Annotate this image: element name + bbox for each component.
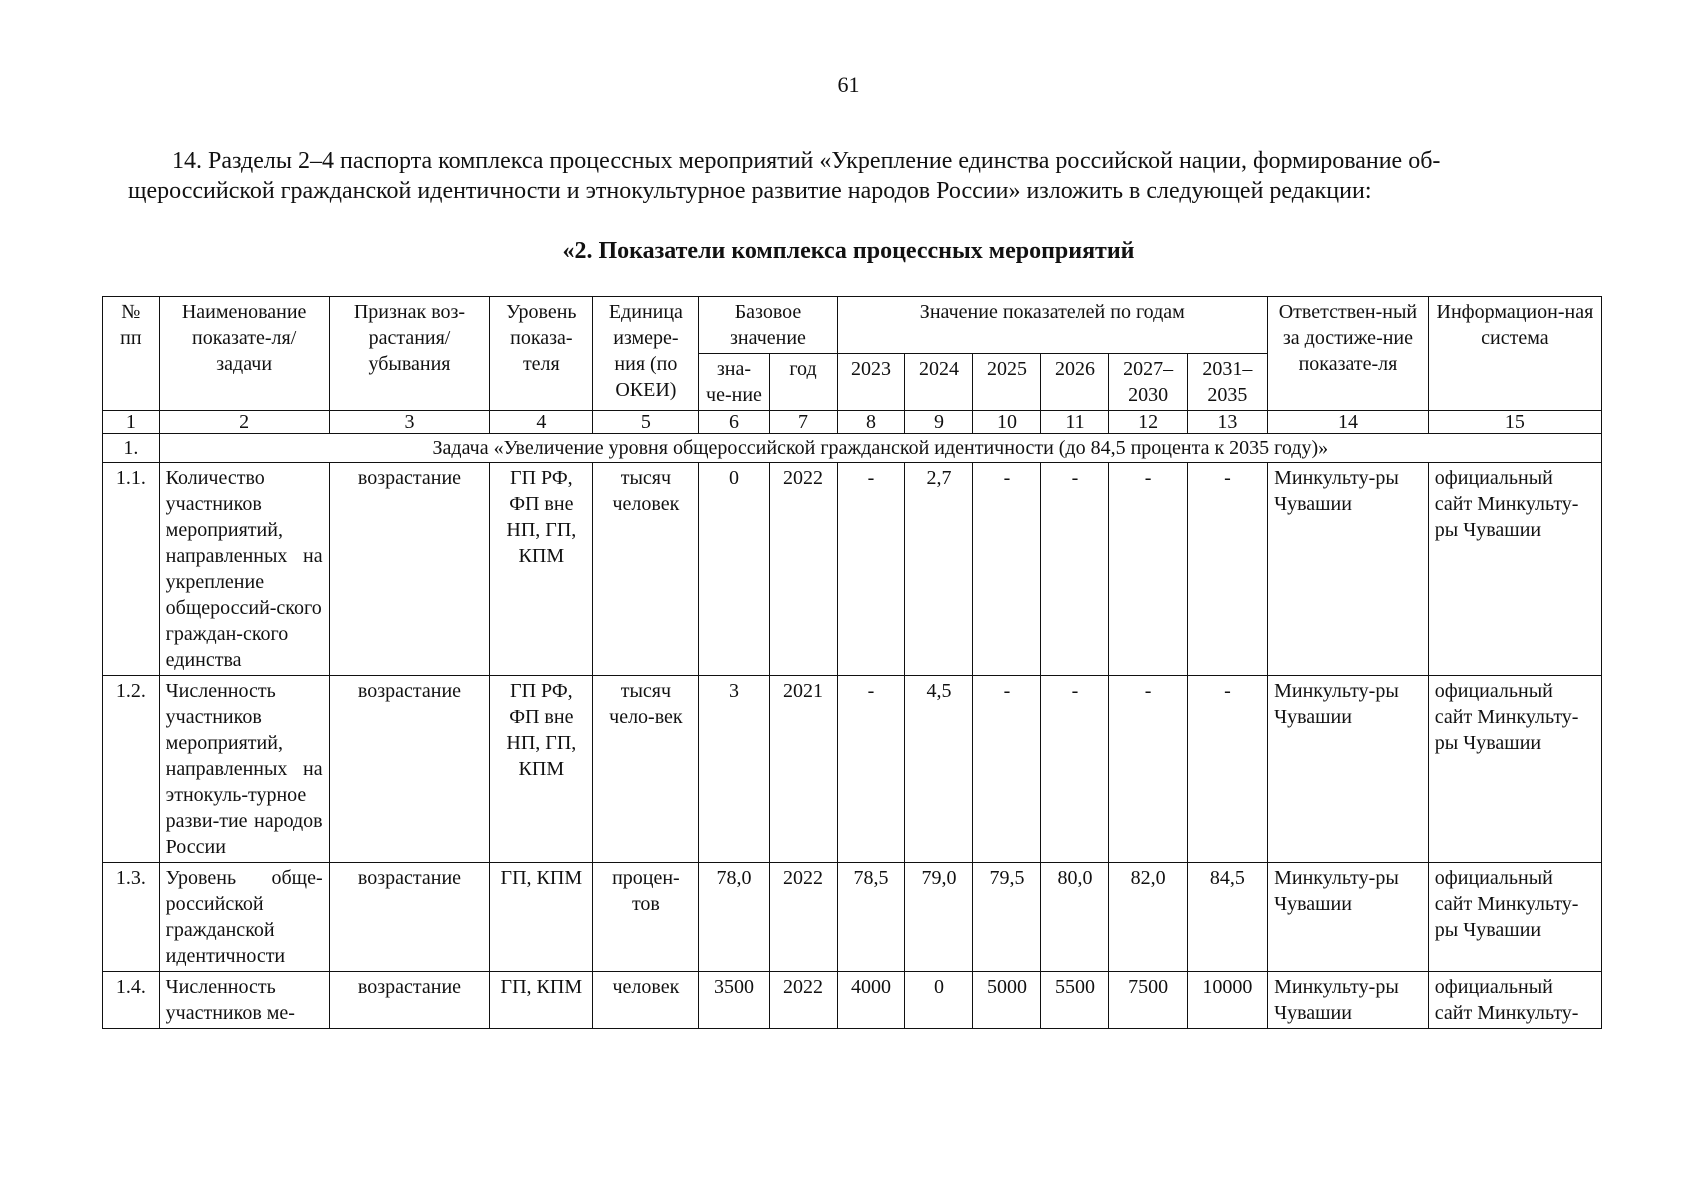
page-number: 61 — [837, 72, 860, 97]
row-base-year: 2022 — [769, 972, 837, 1029]
column-number: 11 — [1041, 411, 1109, 434]
row-base-year: 2022 — [769, 863, 837, 972]
row-num: 1.3. — [103, 863, 160, 972]
column-number: 14 — [1268, 411, 1429, 434]
table-row — [103, 463, 1602, 676]
row-level: ГП, КПМ — [490, 863, 593, 972]
row-value-2027-2030: - — [1109, 676, 1187, 863]
row-value-2024: 4,5 — [905, 676, 973, 863]
column-number: 3 — [329, 411, 490, 434]
header-name: Наименование показате-ля/задачи — [159, 297, 329, 411]
row-value-2023: - — [837, 676, 905, 863]
intro-line-1: 14. Разделы 2–4 паспорта комплекса процессных мероприятий «Укрепление единства российской нации, формирование об- — [172, 148, 1441, 174]
table-row — [103, 676, 1602, 863]
header-2023: 2023 — [837, 354, 905, 411]
header-years-group: Значение показателей по годам — [837, 297, 1268, 354]
row-value-2027-2030: 7500 — [1109, 972, 1187, 1029]
row-unit: человек — [593, 972, 699, 1029]
header-2024: 2024 — [905, 354, 973, 411]
header-info-system: Информацион-ная система — [1428, 297, 1601, 411]
header-2026: 2026 — [1041, 354, 1109, 411]
column-number: 7 — [769, 411, 837, 434]
row-value-2031-2035: - — [1187, 676, 1267, 863]
row-indicator-name: Численность участников ме- — [159, 972, 329, 1029]
row-value-2024: 79,0 — [905, 863, 973, 972]
column-number: 10 — [973, 411, 1041, 434]
row-value-2025: 79,5 — [973, 863, 1041, 972]
row-level: ГП, КПМ — [490, 972, 593, 1029]
row-indicator-name: Уровень обще-российской гражданской идентичности — [159, 863, 329, 972]
row-sign: возрастание — [329, 972, 490, 1029]
header-2031-2035: 2031–2035 — [1187, 354, 1267, 411]
row-value-2027-2030: - — [1109, 463, 1187, 676]
row-value-2031-2035: 84,5 — [1187, 863, 1267, 972]
column-number: 13 — [1187, 411, 1267, 434]
row-value-2025: - — [973, 676, 1041, 863]
row-base-value: 78,0 — [699, 863, 769, 972]
row-sign: возрастание — [329, 676, 490, 863]
row-value-2025: 5000 — [973, 972, 1041, 1029]
row-value-2026: 80,0 — [1041, 863, 1109, 972]
column-number-row — [103, 411, 1602, 434]
row-num: 1.2. — [103, 676, 160, 863]
row-unit: тысяч человек — [593, 463, 699, 676]
row-indicator-name: Количество участников мероприятий, направленных на укрепление общероссий-ского граждан-ского единства — [159, 463, 329, 676]
column-number: 1 — [103, 411, 160, 434]
row-level: ГП РФ, ФП вне НП, ГП, КПМ — [490, 676, 593, 863]
header-base-value: зна-че-ние — [699, 354, 769, 411]
column-number: 15 — [1428, 411, 1601, 434]
row-base-year: 2021 — [769, 676, 837, 863]
header-unit: Единица измере-ния (по ОКЕИ) — [593, 297, 699, 411]
column-number: 9 — [905, 411, 973, 434]
row-responsible: Минкульту-ры Чувашии — [1268, 863, 1429, 972]
task-text: Задача «Увеличение уровня общероссийской гражданской идентичности (до 84,5 процента к 2035 году)» — [159, 434, 1601, 463]
row-num: 1.4. — [103, 972, 160, 1029]
column-number: 6 — [699, 411, 769, 434]
table-row — [103, 972, 1602, 1029]
header-level: Уровень показа-теля — [490, 297, 593, 411]
row-info-system: официальный сайт Минкульту-ры Чувашии — [1428, 676, 1601, 863]
task-row — [103, 434, 1602, 463]
header-base-year: год — [769, 354, 837, 411]
row-responsible: Минкульту-ры Чувашии — [1268, 972, 1429, 1029]
column-number: 4 — [490, 411, 593, 434]
row-unit: процен-тов — [593, 863, 699, 972]
task-num: 1. — [103, 434, 160, 463]
row-base-value: 3500 — [699, 972, 769, 1029]
row-value-2025: - — [973, 463, 1041, 676]
row-info-system: официальный сайт Минкульту-ры Чувашии — [1428, 463, 1601, 676]
row-responsible: Минкульту-ры Чувашии — [1268, 463, 1429, 676]
row-indicator-name: Численность участников мероприятий, направленных на этнокуль-турное разви-тие народов России — [159, 676, 329, 863]
column-number: 2 — [159, 411, 329, 434]
header-row-1 — [103, 297, 1602, 354]
row-value-2023: - — [837, 463, 905, 676]
row-sign: возрастание — [329, 863, 490, 972]
header-2027-2030: 2027–2030 — [1109, 354, 1187, 411]
section-title: «2. Показатели комплекса процессных мероприятий — [562, 238, 1135, 264]
row-value-2024: 2,7 — [905, 463, 973, 676]
table-row — [103, 863, 1602, 972]
header-sign: Признак воз-растания/ убывания — [329, 297, 490, 411]
row-responsible: Минкульту-ры Чувашии — [1268, 676, 1429, 863]
row-value-2026: 5500 — [1041, 972, 1109, 1029]
header-num: № пп — [103, 297, 160, 411]
header-responsible: Ответствен-ный за достиже-ние показате-ля — [1268, 297, 1429, 411]
header-2025: 2025 — [973, 354, 1041, 411]
row-value-2023: 78,5 — [837, 863, 905, 972]
row-unit: тысяч чело-век — [593, 676, 699, 863]
row-value-2023: 4000 — [837, 972, 905, 1029]
row-value-2026: - — [1041, 676, 1109, 863]
indicators-table — [102, 296, 1602, 1029]
column-number: 5 — [593, 411, 699, 434]
row-base-value: 0 — [699, 463, 769, 676]
row-info-system: официальный сайт Минкульту- — [1428, 972, 1601, 1029]
row-sign: возрастание — [329, 463, 490, 676]
row-num: 1.1. — [103, 463, 160, 676]
header-base: Базовое значение — [699, 297, 837, 354]
row-value-2027-2030: 82,0 — [1109, 863, 1187, 972]
column-number: 12 — [1109, 411, 1187, 434]
intro-line-2: щероссийской гражданской идентичности и этнокультурное развитие народов России» изложить в следующей редакции: — [128, 178, 1372, 204]
column-number: 8 — [837, 411, 905, 434]
row-value-2024: 0 — [905, 972, 973, 1029]
row-base-year: 2022 — [769, 463, 837, 676]
row-value-2031-2035: - — [1187, 463, 1267, 676]
row-base-value: 3 — [699, 676, 769, 863]
row-value-2031-2035: 10000 — [1187, 972, 1267, 1029]
row-level: ГП РФ, ФП вне НП, ГП, КПМ — [490, 463, 593, 676]
row-value-2026: - — [1041, 463, 1109, 676]
row-info-system: официальный сайт Минкульту-ры Чувашии — [1428, 863, 1601, 972]
intro-paragraph — [128, 146, 1598, 206]
